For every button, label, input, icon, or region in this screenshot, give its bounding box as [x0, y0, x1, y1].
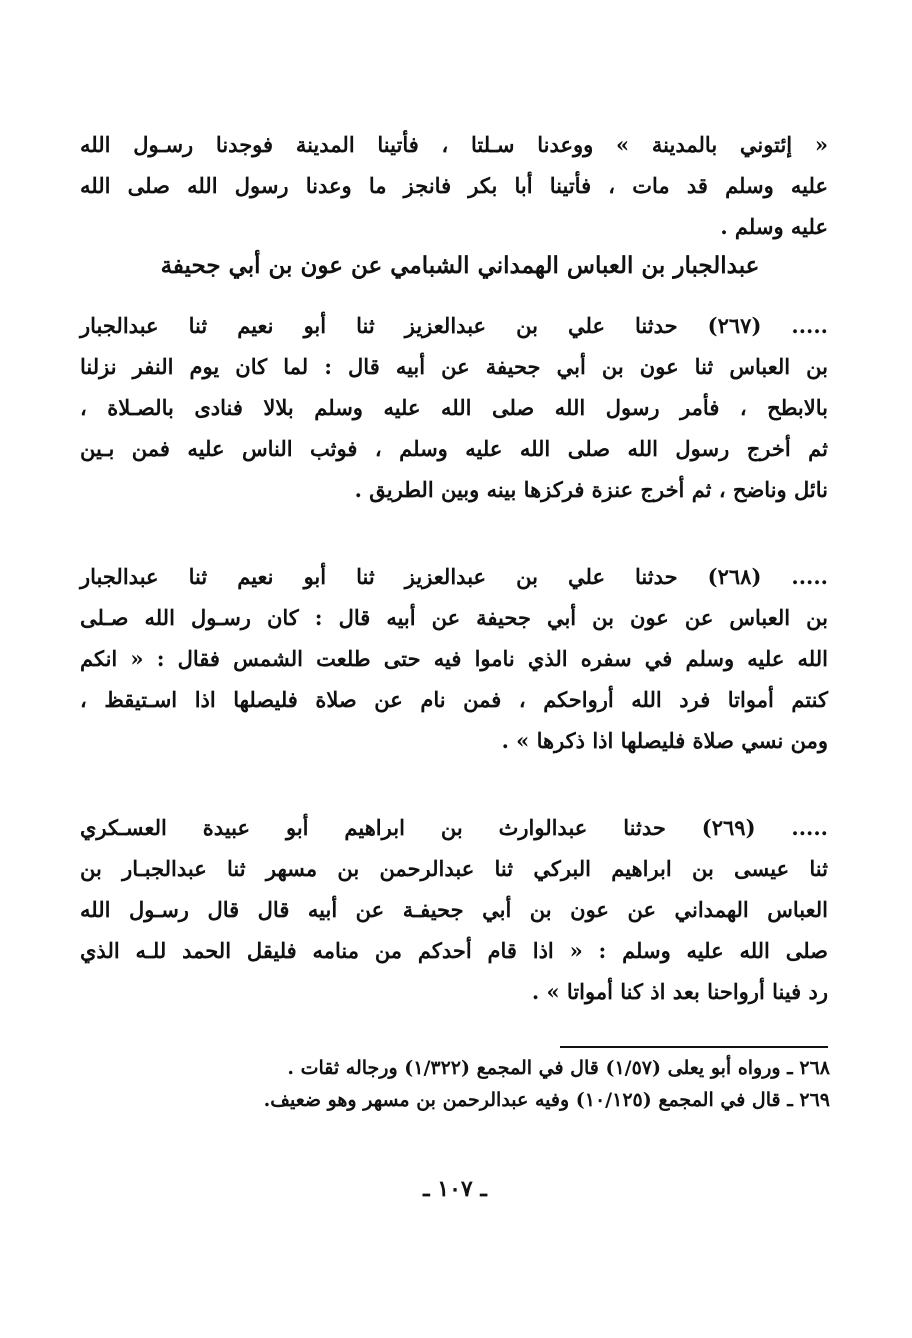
- hadith-268-line-4: كنتم أمواتا فرد الله أرواحكم ، فمن نام عن صلاة فليصلها اذا اسـتيقظ ،: [80, 687, 828, 712]
- hadith-268-line-1: ..... (٢٦٨) حدثنا علي بن عبدالعزيز ثنا أبو نعيم ثنا عبدالجبار: [80, 564, 828, 589]
- intro-line-3: عليه وسلم .: [720, 214, 828, 239]
- hadith-268-line-3: الله عليه وسلم في سفره الذي ناموا فيه حتى طلعت الشمس فقال : « انكم: [80, 646, 828, 671]
- intro-paragraph: [80, 124, 828, 247]
- hadith-267-line-2: بن العباس ثنا عون بن أبي جحيفة عن أبيه قال : لما كان يوم النفر نزلنا: [80, 354, 828, 379]
- footnote-269: ٢٦٩ ـ قال في المجمع (١٠/١٢٥) وفيه عبدالرحمن بن مسهر وهو ضعيف.: [263, 1089, 830, 1111]
- footnote-divider: [560, 1046, 828, 1048]
- hadith-267-paragraph: [80, 305, 828, 510]
- hadith-267-line-3: بالابطح ، فأمر رسول الله صلى الله عليه وسلم بلالا فنادى بالصـلاة ،: [80, 395, 828, 420]
- hadith-268-line-2: بن العباس عن عون بن أبي جحيفة عن أبيه قال : كان رسـول الله صـلى: [80, 605, 828, 630]
- hadith-269-line-3: العباس الهمداني عن عون بن أبي جحيفـة عن أبيه قال قال رسـول الله: [80, 897, 828, 922]
- hadith-269-line-1: ..... (٢٦٩) حدثنا عبدالوارث بن ابراهيم أبو عبيدة العسـكري: [80, 815, 828, 840]
- intro-line-2: عليه وسلم قد مات ، فأتينا أبا بكر فانجز ما وعدنا رسول الله صلى الله: [80, 173, 828, 198]
- hadith-267-line-4: ثم أخرج رسول الله صلى الله عليه وسلم ، فوثب الناس عليه فمن بـين: [80, 436, 828, 461]
- hadith-267-line-1: ..... (٢٦٧) حدثنا علي بن عبدالعزيز ثنا أبو نعيم ثنا عبدالجبار: [80, 313, 828, 338]
- section-heading: عبدالجبار بن العباس الهمداني الشبامي عن عون بن أبي جحيفة: [160, 252, 760, 279]
- hadith-269-line-4: صلى الله عليه وسلم : « اذا قام أحدكم من منامه فليقل الحمد للـه الذي: [80, 938, 828, 963]
- intro-line-1: « إئتوني بالمدينة » ووعدنا سـلتا ، فأتينا المدينة فوجدنا رسـول الله: [80, 132, 828, 157]
- footnote-268: ٢٦٨ ـ ورواه أبو يعلى (١/٥٧) قال في المجمع (١/٣٢٢) ورجاله ثقات .: [287, 1057, 830, 1079]
- hadith-267-line-5: نائل وناضح ، ثم أخرج عنزة فركزها بينه وبين الطريق .: [354, 477, 828, 502]
- hadith-269-line-2: ثنا عيسى بن ابراهيم البركي ثنا عبدالرحمن بن مسهر ثنا عبدالجبـار بن: [80, 856, 828, 881]
- footnotes: [100, 1052, 830, 1116]
- hadith-269-paragraph: [80, 807, 828, 1012]
- hadith-268-line-5: ومن نسي صلاة فليصلها اذا ذكرها » .: [501, 728, 828, 753]
- page-number: ـ ١٠٧ ـ: [423, 1176, 487, 1202]
- hadith-269-line-5: رد فينا أرواحنا بعد اذ كنا أمواتا » .: [531, 979, 828, 1004]
- hadith-268-paragraph: [80, 556, 828, 761]
